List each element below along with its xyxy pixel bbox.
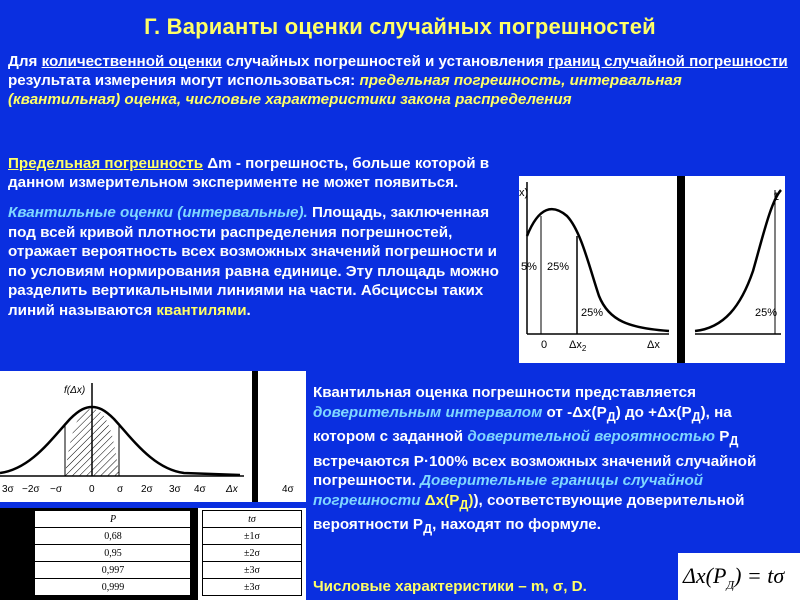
graph-top-x0: 0: [541, 339, 548, 351]
quantile-text: Площадь, заключенная под всей кривой плотности распределения погрешностей, отражает вероятность всех возможных значений погрешности и по условиям нормирования равна единице. Эту площадь можно разделить вертикальными линиями на части. Абсциссы таких линий называются: [8, 204, 499, 319]
conf-sub: Д: [423, 522, 433, 537]
gaussian-graph-svg: [0, 371, 306, 502]
formula-rhs: ) = tσ: [734, 563, 785, 588]
gaussian-ylabel: f(Δx): [64, 385, 86, 396]
graph-top-xend: Δx: [647, 339, 660, 351]
conf-text-4: ), на котором с заданной: [313, 403, 732, 446]
intro-text-1: Для: [8, 53, 42, 70]
table-t-cell: ±3σ: [203, 579, 302, 596]
quantile-highlight: квантилями: [156, 301, 247, 319]
slide-title: Г. Варианты оценки случайных погрешностей: [144, 14, 656, 39]
graph-top-pct-right: 25%: [755, 307, 778, 319]
conf-text-1: Квантильная оценка погрешности представляется: [313, 384, 696, 401]
conf-text-5: встречаются P·100% всех возможных значений случайной погрешности.: [313, 452, 757, 490]
conf-term-bounds: Доверительные границы случайной погрешности: [313, 472, 704, 509]
conf-sub: Д: [606, 409, 616, 424]
graph-top-x2: $\Delta x_2$: [569, 339, 587, 353]
quantile-term: Квантильные оценки (интервальные).: [8, 204, 308, 221]
conf-text-7: ), соответствующие доверительной вероятности P: [313, 491, 745, 534]
limit-error-symbol: Δm: [203, 155, 232, 172]
intro-text-3: результата измерения могут использоваться:: [8, 72, 360, 89]
table-t-header: tσ: [203, 511, 302, 528]
tick-label-cut: 4σ: [282, 484, 294, 495]
table-p-cell: 0,999: [35, 579, 192, 596]
conf-text-8: , находят по формуле.: [432, 516, 601, 534]
conf-term-probability: доверительной вероятностью: [467, 428, 715, 446]
quantile-paragraph: [8, 203, 513, 320]
gaussian-graph-panel: [0, 371, 306, 502]
tick-label: 2σ: [141, 484, 153, 495]
conf-sub: Д: [459, 497, 469, 512]
intro-underlined-2: границ случайной погрешности: [548, 53, 788, 70]
conf-text-3: ) до +Δx(P: [615, 403, 692, 421]
conf-term-interval: доверительным интервалом: [313, 403, 543, 421]
formula-lhs: Δx(P: [683, 563, 727, 588]
table-p-cell: 0,997: [35, 562, 192, 579]
graph-top-pct-mid: 25%: [547, 261, 570, 273]
numeric-characteristics: Числовые характеристики – m, σ, D.: [313, 578, 587, 595]
tick-label: Δx: [226, 484, 238, 495]
table-p-header: P: [35, 511, 192, 528]
table-t-cell: ±1σ: [203, 528, 302, 545]
panel-divider-bar: [252, 371, 258, 502]
table-t-cell: ±2σ: [203, 545, 302, 562]
tick-label: 3σ: [2, 484, 14, 495]
graph-top-pct-low: 25%: [581, 307, 604, 319]
tick-label: σ: [117, 484, 124, 495]
formula: [683, 563, 784, 592]
table-divider-bar: [190, 508, 198, 600]
limit-error-term: Предельная погрешность: [8, 155, 204, 172]
conf-text-6b: ): [468, 491, 474, 509]
table-p-cell: 0,68: [35, 528, 192, 545]
conf-text-2: от -Δx(P: [542, 403, 607, 421]
conf-sub: Д: [729, 434, 739, 449]
panel-divider-bar: [677, 176, 685, 363]
probability-table-panel: [0, 508, 306, 600]
limit-error-text: - погрешность, больше которой в данном измерительном эксперименте не может появиться.: [8, 155, 490, 191]
graph-top-ylabel: x): [519, 187, 529, 199]
graph-top-right-label: 1: [773, 191, 780, 203]
conf-pd: P: [714, 428, 730, 446]
tick-label: −2σ: [22, 484, 40, 495]
formula-box: [678, 553, 800, 600]
table-p: [34, 510, 192, 596]
limit-error-paragraph: [8, 154, 528, 192]
confidence-paragraph: [313, 383, 783, 540]
intro-paragraph: [8, 52, 793, 109]
formula-sub: Д: [726, 577, 735, 592]
tick-label: 3σ: [169, 484, 181, 495]
intro-text-2: случайных погрешностей и установления: [221, 53, 549, 70]
conf-sub: Д: [691, 409, 701, 424]
table-t-cell: ±3σ: [203, 562, 302, 579]
tick-label: 4σ: [194, 484, 206, 495]
tick-label: 0: [89, 484, 95, 495]
tick-label: −σ: [50, 484, 63, 495]
quantile-graph-top-svg: [519, 176, 785, 363]
quantile-end: .: [246, 301, 251, 319]
table-p-cell: 0,95: [35, 545, 192, 562]
intro-items: предельная погрешность, интервальная (квантильная) оценка, числовые характеристики закона распределения: [8, 72, 682, 108]
quantile-graph-top: [519, 176, 785, 363]
gaussian-curve: [0, 407, 240, 475]
intro-underlined-1: количественной оценки: [41, 53, 222, 70]
table-t: [202, 510, 302, 596]
graph-top-pct-left: 5%: [521, 261, 537, 273]
conf-text-6: Δx(P: [420, 491, 460, 509]
